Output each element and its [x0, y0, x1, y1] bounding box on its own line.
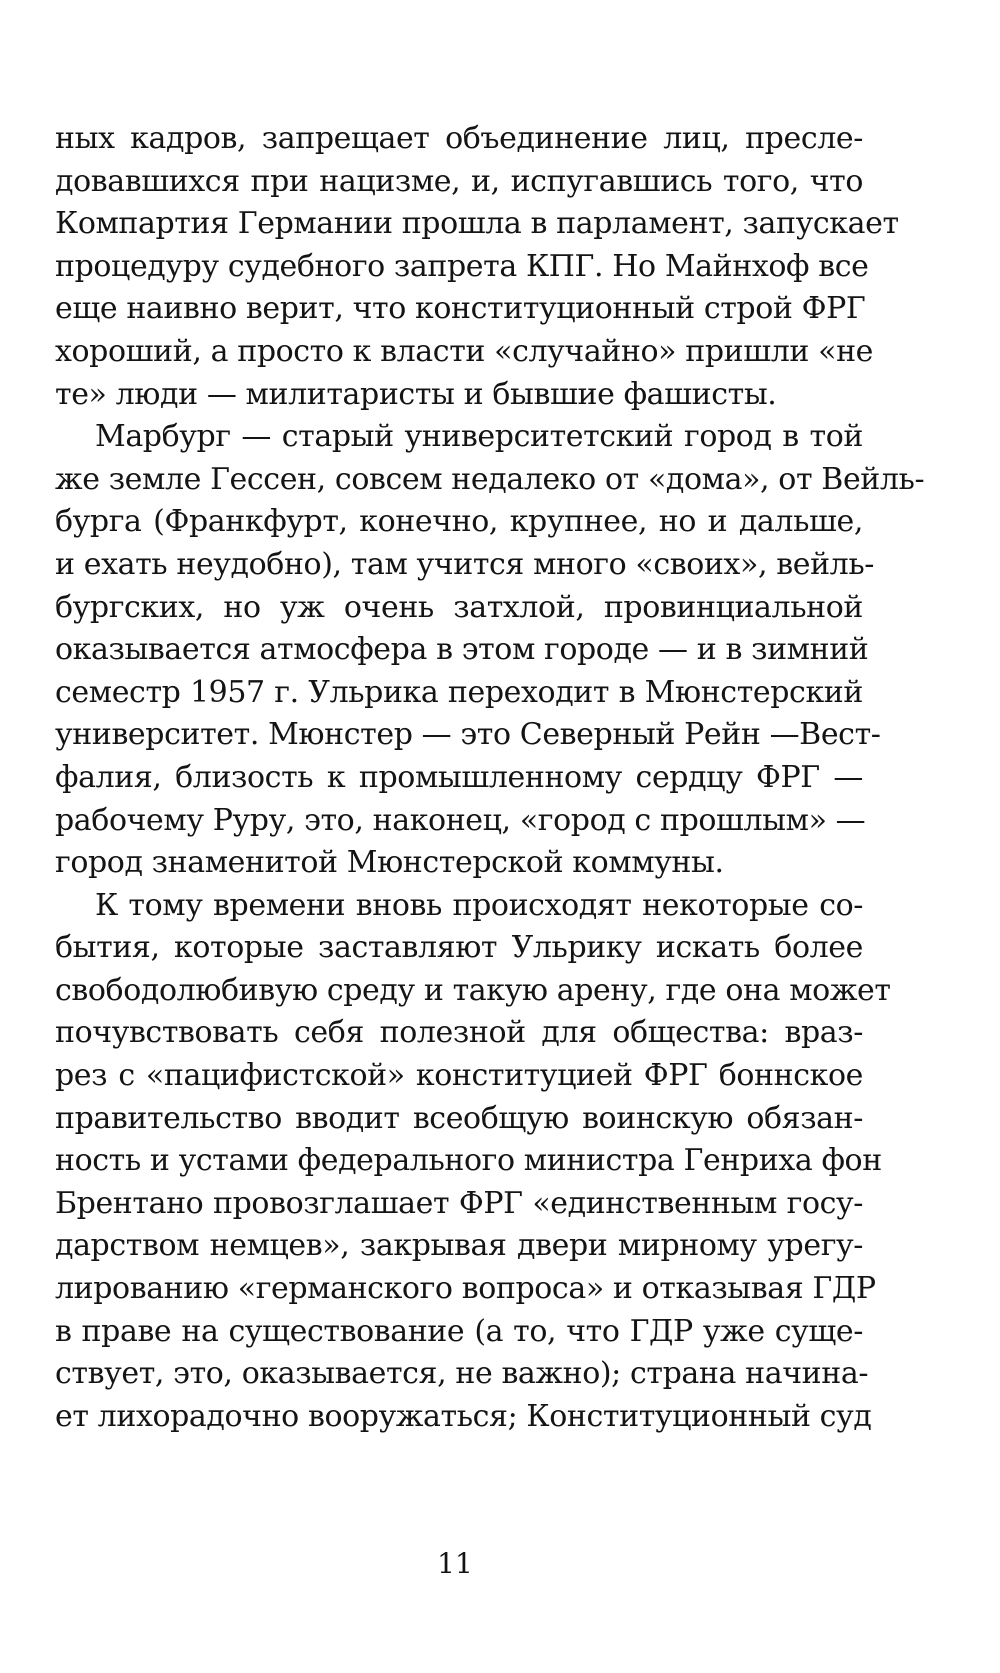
text-line: хороший, а просто к власти «случайно» пришли «не [55, 333, 874, 369]
page-body [55, 118, 925, 1438]
text-line: город знаменитой Мюнстерской коммуны. [55, 845, 724, 881]
text-line: семестр 1957 г. Ульрика переходит в Мюнстерский [55, 674, 863, 710]
text-line: бурга (Франкфурт, конечно, крупнее, но и дальше, [55, 504, 863, 540]
page-number: 11 [437, 1547, 473, 1580]
text-line: Брентано провозглашает ФРГ «единственным госу- [55, 1185, 863, 1221]
text-line: рабочему Руру, это, наконец, «город с прошлым» — [55, 802, 866, 838]
text-line: Компартия Германии прошла в парламент, запускает [55, 206, 899, 242]
text-line: ет лихорадочно вооружаться; Конституционный суд [55, 1398, 872, 1434]
paragraph-2 [55, 416, 925, 885]
text-line: К тому времени вновь происходят некоторые со- [95, 887, 863, 923]
text-line: правительство вводит всеобщую воинскую обязан- [55, 1100, 863, 1136]
text-line: свободолюбивую среду и такую арену, где она может [55, 972, 891, 1008]
text-line: в праве на существование (а то, что ГДР уже суще- [55, 1313, 863, 1349]
text-line: фалия, близость к промышленному сердцу ФРГ — [55, 759, 863, 795]
text-line: лированию «германского вопроса» и отказывая ГДР [55, 1271, 876, 1307]
text-line: бургских, но уж очень затхлой, провинциальной [55, 589, 863, 625]
text-line: же земле Гессен, совсем недалеко от «дома», от Вейль- [55, 461, 925, 497]
paragraph-1 [55, 118, 899, 416]
text-line: довавшихся при нацизме, и, испугавшись того, что [55, 163, 863, 199]
text-line: бытия, которые заставляют Ульрику искать более [55, 930, 863, 966]
text-line: рез с «пацифистской» конституцией ФРГ боннское [55, 1058, 863, 1094]
text-line: ность и устами федерального министра Генриха фон [55, 1143, 882, 1179]
text-line: и ехать неудобно), там учится много «своих», вейль- [55, 546, 874, 582]
text-line: дарством немцев», закрывая двери мирному урегу- [55, 1228, 863, 1264]
paragraph-3 [55, 885, 891, 1439]
text-line: университет. Мюнстер — это Северный Рейн —Вест- [55, 717, 881, 753]
text-line: почувствовать себя полезной для общества: враз- [55, 1015, 863, 1051]
text-line: ных кадров, запрещает объединение лиц, пресле- [55, 121, 863, 156]
text-line: те» люди — милитаристы и бывшие фашисты. [55, 376, 777, 412]
text-line: оказывается атмосфера в этом городе — и в зимний [55, 632, 869, 668]
text-line: еще наивно верит, что конституционный строй ФРГ [55, 291, 866, 327]
text-line: ствует, это, оказывается, не важно); страна начина- [55, 1356, 869, 1392]
text-line: процедуру судебного запрета КПГ. Но Майнхоф все [55, 248, 869, 284]
text-line: Марбург — старый университетский город в той [95, 419, 863, 455]
